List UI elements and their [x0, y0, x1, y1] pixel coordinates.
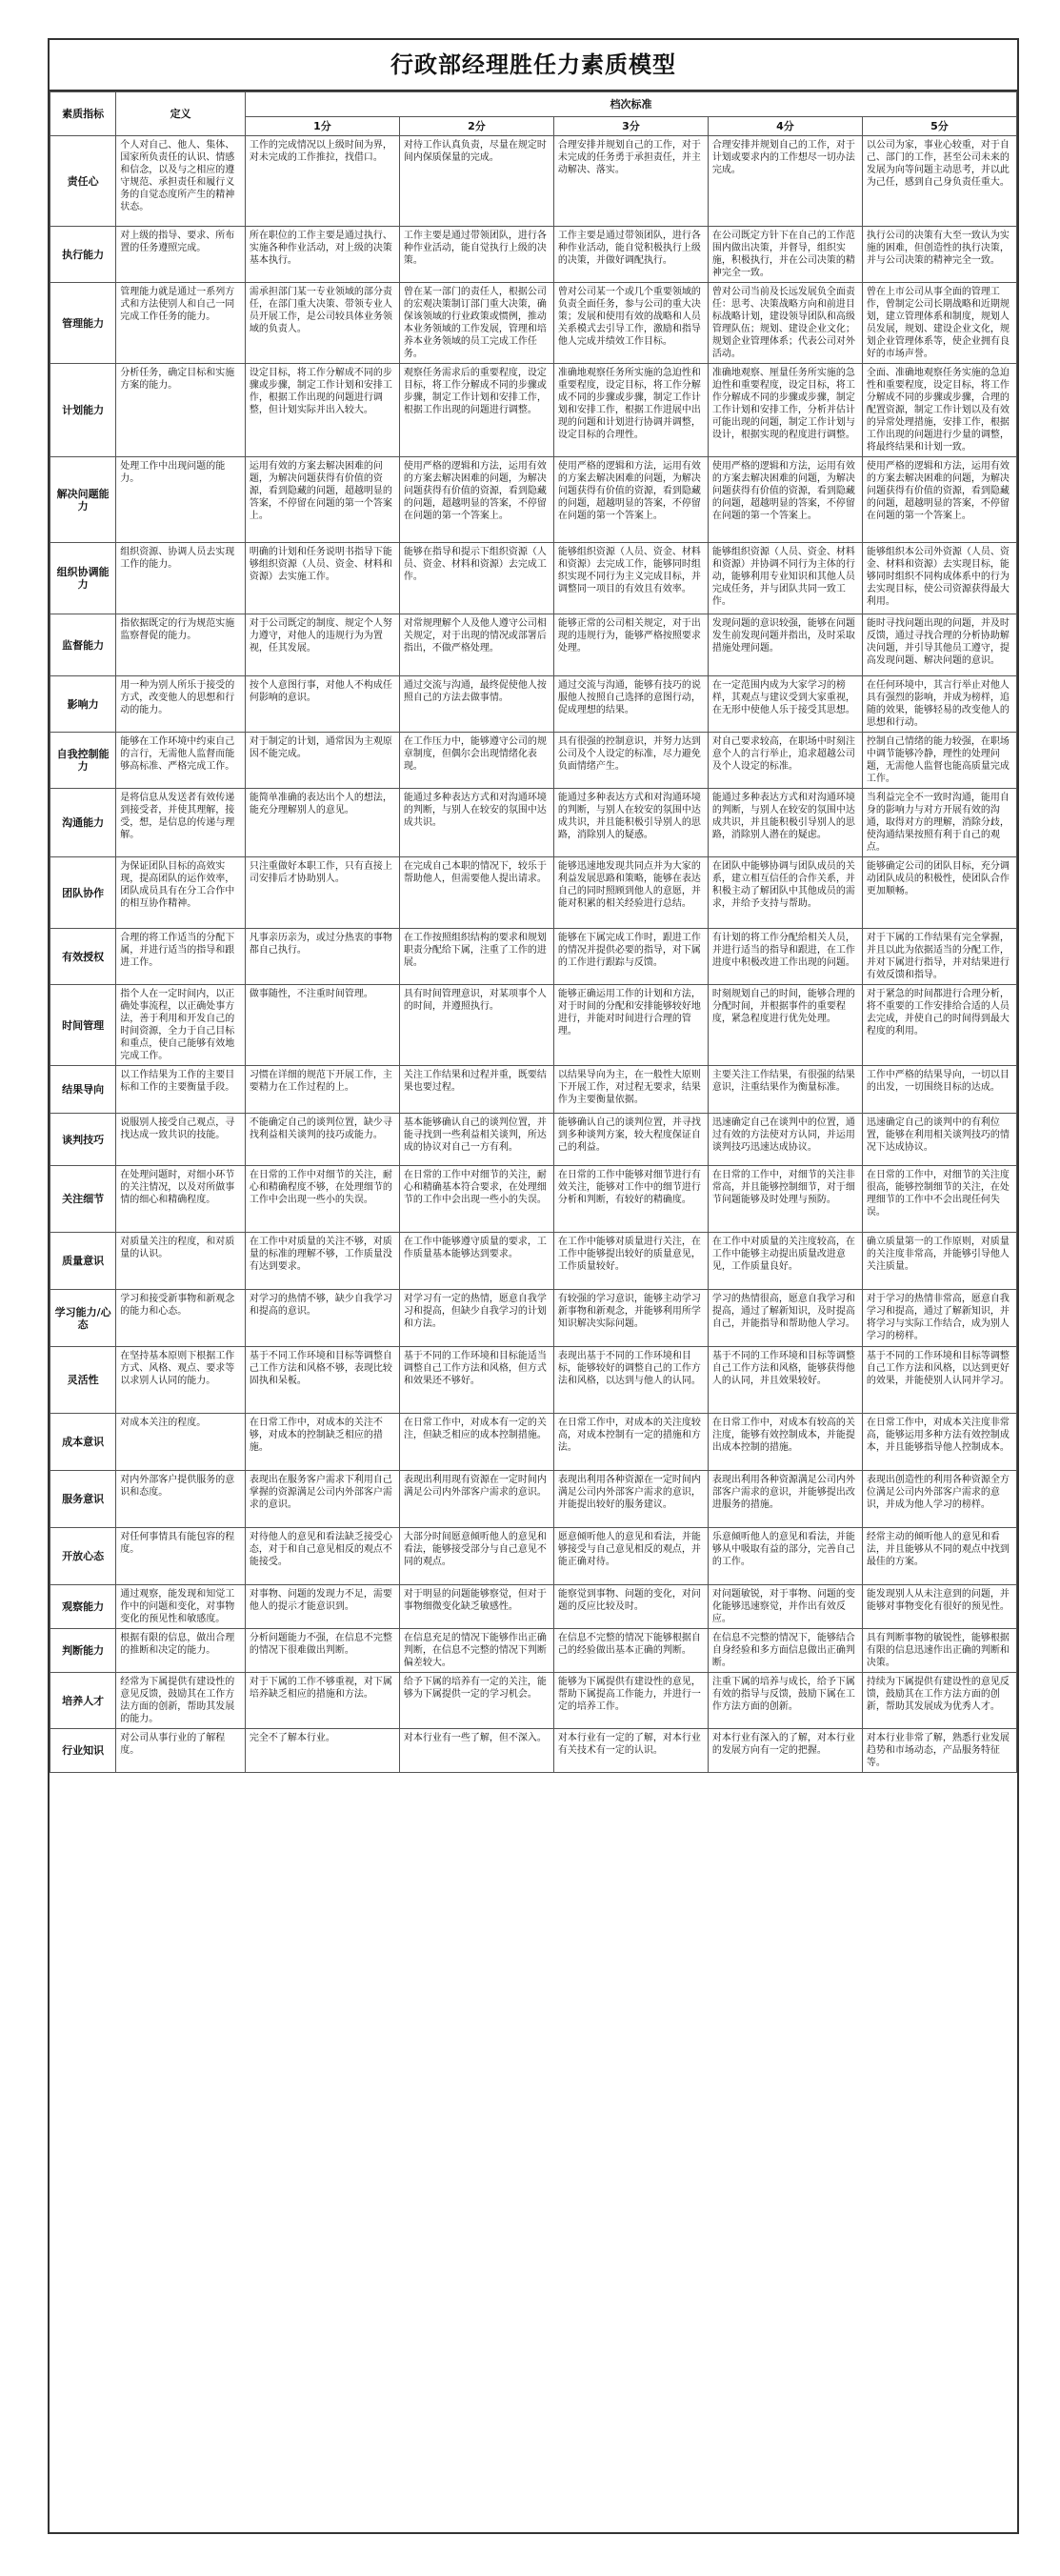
- level-5-cell: 对本行业非常了解，熟悉行业发展趋势和市场动态，产品服务特征等。: [862, 1729, 1016, 1773]
- level-3-cell: 能够正确运用工作的计划和方法，对于时间的分配和安排能够较好地进行，并能对时间进行合理的管理。: [553, 985, 708, 1066]
- indicator-name: 关注细节: [50, 1166, 116, 1233]
- level-5-cell: 对于紧急的时间都进行合理分析，将不重要的工作安排给合适的人员去完成，并使自己的时间得到最大程度的利用。: [862, 985, 1016, 1066]
- header-definition: 定义: [116, 92, 246, 136]
- level-5-cell: 在日常工作中，对成本关注度非常高，能够运用多种方法有效控制成本，并且能够指导他人控制成本。: [862, 1414, 1016, 1471]
- level-3-cell: 表现出利用各种资源在一定时间内满足公司内外部客户需求的意识，并能提出较好的服务建议。: [553, 1471, 708, 1528]
- level-3-cell: 准确地观察任务所实施的急迫性和重要程度，设定目标，将工作分解成不同的步骤或步骤，制定工作计划和安排工作，根据工作进展中出现的问题和计划进行协调并调整，设定目标的合理性。: [553, 364, 708, 457]
- table-row: [50, 136, 1017, 227]
- level-3-cell: 工作主要是通过带领团队，进行各种作业活动，能自觉积极执行上级的决策，并做好调配执行。: [553, 227, 708, 283]
- level-5-cell: 能时寻找问题出现的问题，并及时反馈，通过寻找合理的分析协助解决问题，并引导其他员工遵守，提高发现问题、解决问题的意识。: [862, 614, 1016, 676]
- table-row: [50, 1528, 1017, 1585]
- level-5-cell: 控制自己情绪的能力较强，在职场中调节能够冷静，理性的处理问题，无需他人监督也能高质量完成工作。: [862, 733, 1016, 789]
- indicator-definition: 在处理问题时，对细小环节的关注情况，以及对所做事情的细心和精确程度。: [116, 1166, 246, 1233]
- header-levels: 档次标准: [245, 92, 1016, 117]
- level-3-cell: 曾对公司某一个或几个重要领域的负责全面任务，参与公司的重大决策；发展和使用有效的战略和人员关系模式去引导工作，激励和指导他人完成并绩效工作目标。: [553, 283, 708, 364]
- table-row: [50, 1290, 1017, 1347]
- indicator-name: 时间管理: [50, 985, 116, 1066]
- table-row: [50, 1471, 1017, 1528]
- level-5-cell: 当利益完全不一致时沟通，能用自身的影响力与对方开展有效的沟通，取得对方的理解，消除分歧，使沟通结果按照有利于自己的观点。: [862, 789, 1016, 857]
- level-4-cell: 能够组织资源（人员、资金、材料和资源）并协调不同行为主体的行动，能够利用专业知识和其他人员完成任务，并与团队共同一致工作。: [708, 543, 862, 614]
- level-1-cell: 习惯在详细的规范下开展工作，主要精力在工作过程的上。: [245, 1066, 399, 1114]
- level-3-cell: 通过交流与沟通，能够有技巧的说服他人按照自己选择的意图行动，促成理想的结果。: [553, 676, 708, 733]
- indicator-definition: 对上级的指导、要求、所布置的任务遵照完成。: [116, 227, 246, 283]
- level-1-cell: 基于不同工作环境和目标等调整自己工作方法和风格不够，表现比较固执和呆板。: [245, 1347, 399, 1414]
- indicator-name: 团队协作: [50, 857, 116, 929]
- indicator-definition: 指依据既定的行为规范实施监察督促的能力。: [116, 614, 246, 676]
- level-2-cell: 在完成自己本职的情况下，较乐于帮助他人，但需要他人提出请求。: [399, 857, 553, 929]
- indicator-definition: 能够在工作环境中约束自己的言行，无需他人监督而能够高标准、严格完成工作。: [116, 733, 246, 789]
- indicator-name: 开放心态: [50, 1528, 116, 1585]
- level-3-cell: 能够正常的公司相关规定，对于出现的违规行为，能够严格按照要求处理。: [553, 614, 708, 676]
- indicator-name: 计划能力: [50, 364, 116, 457]
- level-1-cell: 只注重做好本职工作，只有直接上司安排后才协助别人。: [245, 857, 399, 929]
- level-2-cell: 使用严格的逻辑和方法，运用有效的方案去解决困难的问题，为解决问题获得有价值的资源，看到隐藏的问题，超越明显的答案，不停留在问题的第一个答案上。: [399, 457, 553, 543]
- level-1-cell: 在日常工作中，对成本的关注不够，对成本的控制缺乏相应的措施。: [245, 1414, 399, 1471]
- level-3-cell: 合理安排并规划自己的工作，对于未完成的任务勇于承担责任，并主动解决、落实。: [553, 136, 708, 227]
- level-2-cell: 能够在指导和提示下组织资源（人员、资金、材料和资源）去完成工作。: [399, 543, 553, 614]
- header-level-3: 3分: [553, 117, 708, 136]
- indicator-definition: 处理工作中出现问题的能力。: [116, 457, 246, 543]
- header-level-1: 1分: [245, 117, 399, 136]
- indicator-name: 自我控制能力: [50, 733, 116, 789]
- table-row: [50, 1114, 1017, 1166]
- level-3-cell: 有较强的学习意识，能够主动学习新事物和新观念，并能够利用所学知识解决实际问题。: [553, 1290, 708, 1347]
- indicator-name: 行业知识: [50, 1729, 116, 1773]
- level-2-cell: 对于明显的问题能够察觉，但对于事物细微变化缺乏敏感性。: [399, 1585, 553, 1629]
- level-4-cell: 乐意倾听他人的意见和看法，并能够从中吸取有益的部分，完善自己的工作。: [708, 1528, 862, 1585]
- indicator-name: 成本意识: [50, 1414, 116, 1471]
- level-3-cell: 能够迅速地发现共同点并为大家的利益发展思路和策略，能够在表达自己的同时照顾到他人的意愿，并能对积累的相关经验进行总结。: [553, 857, 708, 929]
- indicator-definition: 个人对自己、他人、集体、国家所负责任的认识、情感和信念，以及与之相应的遵守规范、承担责任和履行义务的自觉态度所产生的精神状态。: [116, 136, 246, 227]
- level-5-cell: 在任何环境中，其言行举止对他人具有强烈的影响，并成为榜样，追随的效果，能够轻易的改变他人的思想和行动。: [862, 676, 1016, 733]
- level-5-cell: 执行公司的决策有大至一致认为实施的困难，但创造性的执行决策，并与公司决策的精神完全一致。: [862, 227, 1016, 283]
- indicator-definition: 对质量关注的程度，和对质量的认识。: [116, 1233, 246, 1290]
- level-2-cell: 在日常的工作中对细节的关注，耐心和精确基本符合要求，在处理细节的工作中会出现一些小的失误。: [399, 1166, 553, 1233]
- level-1-cell: 运用有效的方案去解决困难的问题，为解决问题获得有价值的资源，看到隐藏的问题，超越明显的答案，不停留在问题的第一个答案上。: [245, 457, 399, 543]
- level-2-cell: 在工作按照组织结构的要求和规划职责分配给下属，注重了工作的进展。: [399, 929, 553, 985]
- level-4-cell: 对自己要求较高，在职场中时刻注意个人的言行举止，追求超越公司及个人设定的标准。: [708, 733, 862, 789]
- level-1-cell: 对于公司既定的制度、规定个人努力遵守，对他人的违规行为为置视，任其发展。: [245, 614, 399, 676]
- level-1-cell: 分析问题能力不强，在信息不完整的情况下很难做出判断。: [245, 1629, 399, 1673]
- table-row: [50, 1629, 1017, 1673]
- level-1-cell: 对待他人的意见和看法缺乏接受心态，对于和自己意见相反的观点不能接受。: [245, 1528, 399, 1585]
- indicator-name: 谈判技巧: [50, 1114, 116, 1166]
- table-row: [50, 929, 1017, 985]
- level-5-cell: 具有判断事物的敏锐性，能够根据有限的信息迅速作出正确的判断和决策。: [862, 1629, 1016, 1673]
- indicator-definition: 在坚持基本原则下根据工作方式、风格、观点、要求等以求别人认同的能力。: [116, 1347, 246, 1414]
- level-2-cell: 基本能够确认自己的谈判位置，并能寻找到一些利益相关谈判，所达成的协议对自己一方有利。: [399, 1114, 553, 1166]
- indicator-definition: 以工作结果为工作的主要目标和工作的主要衡量手段。: [116, 1066, 246, 1114]
- indicator-definition: 学习和接受新事物和新观念的能力和心态。: [116, 1290, 246, 1347]
- level-2-cell: 表现出利用现有资源在一定时间内满足公司内外部客户需求的意识。: [399, 1471, 553, 1528]
- indicator-name: 有效授权: [50, 929, 116, 985]
- table-row: [50, 857, 1017, 929]
- level-4-cell: 使用严格的逻辑和方法，运用有效的方案去解决困难的问题，为解决问题获得有价值的资源，看到隐藏的问题，超越明显的答案，不停留在问题的第一个答案上。: [708, 457, 862, 543]
- level-3-cell: 以结果导向为主，在一般性大原则下开展工作，对过程无要求，结果作为主要衡量依据。: [553, 1066, 708, 1114]
- level-5-cell: 能够确定公司的团队目标，充分调动团队成员的积极性，使团队合作更加顺畅。: [862, 857, 1016, 929]
- indicator-definition: 指个人在一定时间内，以正确处事流程，以正确处事方法，善于利用和开发自己的时间资源，全力于自己目标和重点，使自己能够有效地完成工作。: [116, 985, 246, 1066]
- level-4-cell: 合理安排并规划自己的工作，对于计划或要求内的工作想尽一切办法完成。: [708, 136, 862, 227]
- level-4-cell: 发现问题的意识较强，能够在问题发生前发现问题并指出，及时采取措施处理问题。: [708, 614, 862, 676]
- level-1-cell: 表现出在服务客户需求下利用自己掌握的资源满足公司内外部客户需求的意识。: [245, 1471, 399, 1528]
- table-row: [50, 1673, 1017, 1729]
- table-row: [50, 1347, 1017, 1414]
- level-4-cell: 迅速确定自己在谈判中的位置，通过有效的方法使对方认同，并运用谈判技巧迅速达成协议。: [708, 1114, 862, 1166]
- level-1-cell: 不能确定自己的谈判位置，缺少寻找利益相关谈判的技巧或能力。: [245, 1114, 399, 1166]
- level-3-cell: 对本行业有一定的了解，对本行业有关技术有一定的认识。: [553, 1729, 708, 1773]
- level-3-cell: 表现出基于不同的工作环境和目标，能够较好的调整自己的工作方法和风格，以达到与他人的认同。: [553, 1347, 708, 1414]
- table-row: [50, 1066, 1017, 1114]
- level-5-cell: 持续为下属提供有建设性的意见反馈，鼓励其在工作方法方面的创新，帮助其发展成为优秀人才。: [862, 1673, 1016, 1729]
- indicator-definition: 通过观察，能发现和知觉工作中的问题和变化，对事物变化的预见性和敏感度。: [116, 1585, 246, 1629]
- document-page: [48, 38, 1019, 2534]
- level-3-cell: 能够为下属提供有建设性的意见，帮助下属提高工作能力，并进行一定的培养工作。: [553, 1673, 708, 1729]
- table-row: [50, 1233, 1017, 1290]
- header-level-5: 5分: [862, 117, 1016, 136]
- indicator-definition: 管理能力就是通过一系列方式和方法使别人和自己一同完成工作任务的能力。: [116, 283, 246, 364]
- level-3-cell: 使用严格的逻辑和方法，运用有效的方案去解决困难的问题，为解决问题获得有价值的资源，看到隐藏的问题，超越明显的答案，不停留在问题的第一个答案上。: [553, 457, 708, 543]
- level-5-cell: 迅速确定自己的谈判中的有利位置，能够在利用相关谈判技巧的情况下达成协议。: [862, 1114, 1016, 1166]
- indicator-name: 监督能力: [50, 614, 116, 676]
- table-row: [50, 676, 1017, 733]
- level-3-cell: 具有很强的控制意识，并努力达到公司及个人设定的标准，尽力避免负面情绪产生。: [553, 733, 708, 789]
- level-5-cell: 能够组织本公司外资源（人员、资金、材料和资源）去实现目标，能够同时组织不同构成体系中的行为去实现目标，使公司资源获得最大利用。: [862, 543, 1016, 614]
- level-2-cell: 观察任务需求后的重要程度，设定目标，将工作分解成不同的步骤或步骤，制定工作计划和安排工作，根据工作出现的问题进行调整。: [399, 364, 553, 457]
- level-1-cell: 凡事亲历亲为，或过分热衷的事物都自己执行。: [245, 929, 399, 985]
- level-1-cell: 设定目标，将工作分解成不同的步骤或步骤，制定工作计划和安排工作，根据工作出现的问题进行调整，但计划实际并出入较大。: [245, 364, 399, 457]
- table-row: [50, 614, 1017, 676]
- indicator-name: 判断能力: [50, 1629, 116, 1673]
- level-4-cell: 在公司既定方针下在自己的工作范围内做出决策，并督导，组织实施，积极执行，并在公司决策的精神完全一致。: [708, 227, 862, 283]
- level-5-cell: 基于不同的工作环境和目标等调整自己工作方法和风格，以达到更好的效果，并能使别人认同并学习。: [862, 1347, 1016, 1414]
- level-2-cell: 对学习有一定的热情，愿意自我学习和提高，但缺少自我学习的计划和方法。: [399, 1290, 553, 1347]
- level-4-cell: 在工作中对质量的关注度较高，在工作中能够主动提出质量改进意见，工作质量良好。: [708, 1233, 862, 1290]
- indicator-name: 服务意识: [50, 1471, 116, 1528]
- level-1-cell: 需承担部门某一专业领域的部分责任，在部门重大决策、带领专业人员开展工作，是公司较具体业务领域的负责人。: [245, 283, 399, 364]
- level-5-cell: 使用严格的逻辑和方法，运用有效的方案去解决困难的问题，为解决问题获得有价值的资源，看到隐藏的问题，超越明显的答案，不停留在问题的第一个答案上。: [862, 457, 1016, 543]
- level-4-cell: 基于不同的工作环境和目标等调整自己工作方法和风格，能够获得他人的认同，并且效果较好。: [708, 1347, 862, 1414]
- indicator-definition: 对公司从事行业的了解程度。: [116, 1729, 246, 1773]
- indicator-name: 灵活性: [50, 1347, 116, 1414]
- level-5-cell: 曾在上市公司从事全面的管理工作，曾制定公司长期战略和近期规划，建立管理体系和制度，规划人员发展，规划、建设企业文化，规划企业管理体系等，使企业拥有良好的市场声誉。: [862, 283, 1016, 364]
- indicator-definition: 对任何事情具有能包容的程度。: [116, 1528, 246, 1585]
- level-1-cell: 工作的完成情况以上级时间为界，对未完成的工作推拉，找借口。: [245, 136, 399, 227]
- indicator-name: 培养人才: [50, 1673, 116, 1729]
- level-1-cell: 能简单准确的表达出个人的想法，能充分理解别人的意见。: [245, 789, 399, 857]
- level-1-cell: 对于下属的工作不够重视，对下属培养缺乏相应的措施和方法。: [245, 1673, 399, 1729]
- level-3-cell: 能够组织资源（人员、资金、材料和资源）去完成工作，能够同时组织实现不同行为主义完成目标，并调整同一项目的有效且有效率。: [553, 543, 708, 614]
- indicator-definition: 用一种为别人所乐于接受的方式，改变他人的思想和行动的能力。: [116, 676, 246, 733]
- level-5-cell: 对于学习的热情非常高，愿意自我学习和提高，通过了解新知识，并将学习与实际工作结合，成为别人学习的榜样。: [862, 1290, 1016, 1347]
- level-1-cell: 在工作中对质量的关注不够，对质量的标准的理解不够，工作质量没有达到要求。: [245, 1233, 399, 1290]
- level-2-cell: 基于不同的工作环境和目标能适当调整自己工作方法和风格，但方式和效果还不够好。: [399, 1347, 553, 1414]
- level-4-cell: 曾对公司当前及长远发展负全面责任：思考、决策战略方向和前进目标战略计划，建设领导团队和高级管理队伍；规划、建设企业文化；规划企业管理体系；代表公司对外活动。: [708, 283, 862, 364]
- level-1-cell: 对学习的热情不够，缺少自我学习和提高的意识。: [245, 1290, 399, 1347]
- level-1-cell: 所在职位的工作主要是通过执行、实施各种作业活动，对上级的决策基本执行。: [245, 227, 399, 283]
- indicator-definition: 根据有限的信息，做出合理的推断和决定的能力。: [116, 1629, 246, 1673]
- indicator-name: 学习能力/心态: [50, 1290, 116, 1347]
- level-3-cell: 在日常的工作中能够对细节进行有效关注，能够对工作中的细节进行分析和判断，有较好的精确度。: [553, 1166, 708, 1233]
- level-1-cell: 做事随性，不注重时间管理。: [245, 985, 399, 1066]
- table-row: [50, 789, 1017, 857]
- level-2-cell: 工作主要是通过带领团队，进行各种作业活动，能自觉执行上级的决策。: [399, 227, 553, 283]
- page-title: 行政部经理胜任力素质模型: [50, 40, 1017, 91]
- level-2-cell: 曾在某一部门的责任人，根据公司的宏观决策制订部门重大决策，确保该领域的行业政策或惯例，推动本业务领域的工作发展，管理和培养本业务领域的员工完成工作任务。: [399, 283, 553, 364]
- level-4-cell: 在信息不完整的情况下，能够结合自身经验和多方面信息做出正确判断。: [708, 1629, 862, 1673]
- level-5-cell: 在日常的工作中，对细节的关注度很高，能够控制细节的关注，在处理细节的工作中不会出现任何失误。: [862, 1166, 1016, 1233]
- indicator-name: 执行能力: [50, 227, 116, 283]
- level-4-cell: 在一定范围内成为大家学习的榜样，其观点与建议受到大家重视，在无形中使他人乐于接受其思想。: [708, 676, 862, 733]
- indicator-name: 责任心: [50, 136, 116, 227]
- indicator-definition: 为保证团队目标的高效实现，提高团队的运作效率，团队成员具有在分工合作中的相互协作精神。: [116, 857, 246, 929]
- level-1-cell: 明确的计划和任务说明书指导下能够组织资源（人员、资金、材料和资源）去实施工作。: [245, 543, 399, 614]
- level-5-cell: 能发现别人从未注意到的问题，并能够对事物变化有很好的预见性。: [862, 1585, 1016, 1629]
- level-1-cell: 对于制定的计划，通常因为主观原因不能完成。: [245, 733, 399, 789]
- indicator-name: 影响力: [50, 676, 116, 733]
- level-4-cell: 准确地观察、厘量任务所实施的急迫性和重要程度，设定目标，将工作分解成不同的步骤或步骤，制定工作计划和安排工作，分析并估计可能出现的问题，制定工作计划与设计，根据实现的程度进行调整。: [708, 364, 862, 457]
- level-4-cell: 注重下属的培养与成长，给予下属有效的指导与反馈，鼓励下属在工作方法方面的创新。: [708, 1673, 862, 1729]
- level-4-cell: 能通过多种表达方式和对沟通环境的判断，与别人在较安的氛围中达成共识，并且能积极引导别人的思路，消除别人潜在的疑虑。: [708, 789, 862, 857]
- level-4-cell: 对问题敏锐，对于事物、问题的变化能够迅速察觉，并作出有效反应。: [708, 1585, 862, 1629]
- indicator-definition: 对内外部客户提供服务的意识和态度。: [116, 1471, 246, 1528]
- level-1-cell: 对事物、问题的发现力不足，需要他人的提示才能意识到。: [245, 1585, 399, 1629]
- header-level-2: 2分: [399, 117, 553, 136]
- level-2-cell: 对常规理解个人及他人遵守公司相关规定，对于出现的情况或部署后指出，不做严格处理。: [399, 614, 553, 676]
- header-level-4: 4分: [708, 117, 862, 136]
- indicator-definition: 是将信息从发送者有效传递到接受者，并使其理解，接受，想，是信息的传递与理解。: [116, 789, 246, 857]
- indicator-name: 观察能力: [50, 1585, 116, 1629]
- table-row: [50, 1166, 1017, 1233]
- level-4-cell: 表现出利用各种资源满足公司内外部客户需求的意识，并能够提出改进服务的措施。: [708, 1471, 862, 1528]
- level-2-cell: 在工作中能够遵守质量的要求，工作质量基本能够达到要求。: [399, 1233, 553, 1290]
- indicator-name: 沟通能力: [50, 789, 116, 857]
- level-4-cell: 在团队中能够协调与团队成员的关系，建立相互信任的合作关系，并积极主动了解团队中其他成员的需求，并给予支持与帮助。: [708, 857, 862, 929]
- level-4-cell: 主要关注工作结果，有很强的结果意识，注重结果作为衡量标准。: [708, 1066, 862, 1114]
- table-row: [50, 1729, 1017, 1773]
- indicator-definition: 组织资源、协调人员去实现工作的能力。: [116, 543, 246, 614]
- level-4-cell: 在日常工作中，对成本有较高的关注度，能够有效控制成本，并能提出成本控制的措施。: [708, 1414, 862, 1471]
- indicator-name: 结果导向: [50, 1066, 116, 1114]
- level-2-cell: 给予下属的培养有一定的关注，能够为下属提供一定的学习机会。: [399, 1673, 553, 1729]
- level-5-cell: 全面、准确地观察任务实施的急迫性和重要程度，设定目标，将工作分解成不同的步骤或步骤，合理的配置资源，制定工作计划以及有效的异常处理措施，安排工作，根据工作出现的问题进行少量的调整，将最终结果和计划一致。: [862, 364, 1016, 457]
- level-1-cell: 按个人意图行事，对他人不构成任何影响的意识。: [245, 676, 399, 733]
- level-2-cell: 对本行业有一些了解，但不深入。: [399, 1729, 553, 1773]
- table-row: [50, 985, 1017, 1066]
- indicator-definition: 分析任务，确定目标和实施方案的能力。: [116, 364, 246, 457]
- level-3-cell: 在日常工作中，对成本的关注度较高，对成本控制有一定的措施和方法。: [553, 1414, 708, 1471]
- table-row: [50, 1414, 1017, 1471]
- competency-table: [50, 91, 1017, 1773]
- level-3-cell: 能察觉到事物、问题的变化，对问题的反应比较及时。: [553, 1585, 708, 1629]
- level-4-cell: 时刻规划自己的时间，能够合理的分配时间，并根据事件的重要程度，紧急程度进行优先处理。: [708, 985, 862, 1066]
- indicator-definition: 对成本关注的程度。: [116, 1414, 246, 1471]
- indicator-name: 质量意识: [50, 1233, 116, 1290]
- indicator-name: 管理能力: [50, 283, 116, 364]
- level-4-cell: 学习的热情很高，愿意自我学习和提高，通过了解新知识，及时提高自己，并能指导和帮助他人学习。: [708, 1290, 862, 1347]
- level-2-cell: 通过交流与沟通，最终促使他人按照自己的方法去做事情。: [399, 676, 553, 733]
- table-row: [50, 283, 1017, 364]
- level-4-cell: 对本行业有深入的了解，对本行业的发展方向有一定的把握。: [708, 1729, 862, 1773]
- level-2-cell: 在信息充足的情况下能够作出正确判断，在信息不完整的情况下判断偏差较大。: [399, 1629, 553, 1673]
- indicator-definition: 说服别人接受自己观点，寻找达成一致共识的技能。: [116, 1114, 246, 1166]
- level-5-cell: 确立质量第一的工作原则，对质量的关注度非常高，并能够引导他人关注质量。: [862, 1233, 1016, 1290]
- level-2-cell: 具有时间管理意识，对某项事个人的时间，并遵照执行。: [399, 985, 553, 1066]
- level-5-cell: 对于下属的工作结果有完全掌握，并且以此为依据适当的分配工作，并对下属进行指导，并对结果进行有效反馈和指导。: [862, 929, 1016, 985]
- level-2-cell: 对待工作认真负责，尽量在规定时间内保质保量的完成。: [399, 136, 553, 227]
- level-2-cell: 在工作压力中，能够遵守公司的规章制度，但偶尔会出现情绪化表现。: [399, 733, 553, 789]
- level-2-cell: 大部分时间愿意倾听他人的意见和看法，能够接受部分与自己意见不同的观点。: [399, 1528, 553, 1585]
- level-4-cell: 有计划的将工作分配给相关人员，并进行适当的指导和跟进，在工作进度中积极改进工作出现的问题。: [708, 929, 862, 985]
- level-3-cell: 在工作中能够对质量进行关注，在工作中能够提出较好的质量意见，工作质量较好。: [553, 1233, 708, 1290]
- header-indicator: 素质指标: [50, 92, 116, 136]
- level-5-cell: 表现出创造性的利用各种资源全方位满足公司内外部客户需求的意识，并成为他人学习的榜样。: [862, 1471, 1016, 1528]
- level-3-cell: 能够在下属完成工作时，跟进工作的情况并提供必要的指导，对下属的工作进行跟踪与反馈。: [553, 929, 708, 985]
- table-row: [50, 227, 1017, 283]
- level-3-cell: 愿意倾听他人的意见和看法，并能够接受与自己意见相反的观点，并能正确对待。: [553, 1528, 708, 1585]
- table-row: [50, 457, 1017, 543]
- indicator-definition: 经常为下属提供有建设性的意见反馈，鼓励其在工作方法方面的创新，帮助其发展的能力。: [116, 1673, 246, 1729]
- level-3-cell: 在信息不完整的情况下能够根据自己的经验做出基本正确的判断。: [553, 1629, 708, 1673]
- level-2-cell: 能通过多种表达方式和对沟通环境的判断，与别人在较安的氛围中达成共识。: [399, 789, 553, 857]
- level-5-cell: 经常主动的倾听他人的意见和看法，并且能够从不同的观点中找到最佳的方案。: [862, 1528, 1016, 1585]
- table-row: [50, 733, 1017, 789]
- level-5-cell: 工作中严格的结果导向，一切以目的出发，一切围绕目标的达成。: [862, 1066, 1016, 1114]
- level-1-cell: 完全不了解本行业。: [245, 1729, 399, 1773]
- level-5-cell: 以公司为家，事业心较重，对于自己、部门的工作，甚至公司未来的发展为向等问题主动思考，并以此为己任，感到自己身负责任重大。: [862, 136, 1016, 227]
- level-1-cell: 在日常的工作中对细节的关注，耐心和精确程度不够，在处理细节的工作中会出现一些小的失误。: [245, 1166, 399, 1233]
- indicator-definition: 合理的将工作适当的分配下属，并进行适当的指导和跟进工作。: [116, 929, 246, 985]
- level-3-cell: 能通过多种表达方式和对沟通环境的判断，与别人在较安的氛围中达成共识，并且能积极引导别人的思路，消除别人的疑惑。: [553, 789, 708, 857]
- level-4-cell: 在日常的工作中，对细节的关注非常高，并且能够控制细节，对于细节问题能够及时处理与预防。: [708, 1166, 862, 1233]
- level-3-cell: 能够确认自己的谈判位置，并寻找到多种谈判方案，较大程度保证自己的利益。: [553, 1114, 708, 1166]
- table-row: [50, 364, 1017, 457]
- level-2-cell: 关注工作结果和过程并重，既要结果也要过程。: [399, 1066, 553, 1114]
- table-row: [50, 543, 1017, 614]
- table-row: [50, 1585, 1017, 1629]
- indicator-name: 解决问题能力: [50, 457, 116, 543]
- level-2-cell: 在日常工作中，对成本有一定的关注，但缺乏相应的成本控制措施。: [399, 1414, 553, 1471]
- indicator-name: 组织协调能力: [50, 543, 116, 614]
